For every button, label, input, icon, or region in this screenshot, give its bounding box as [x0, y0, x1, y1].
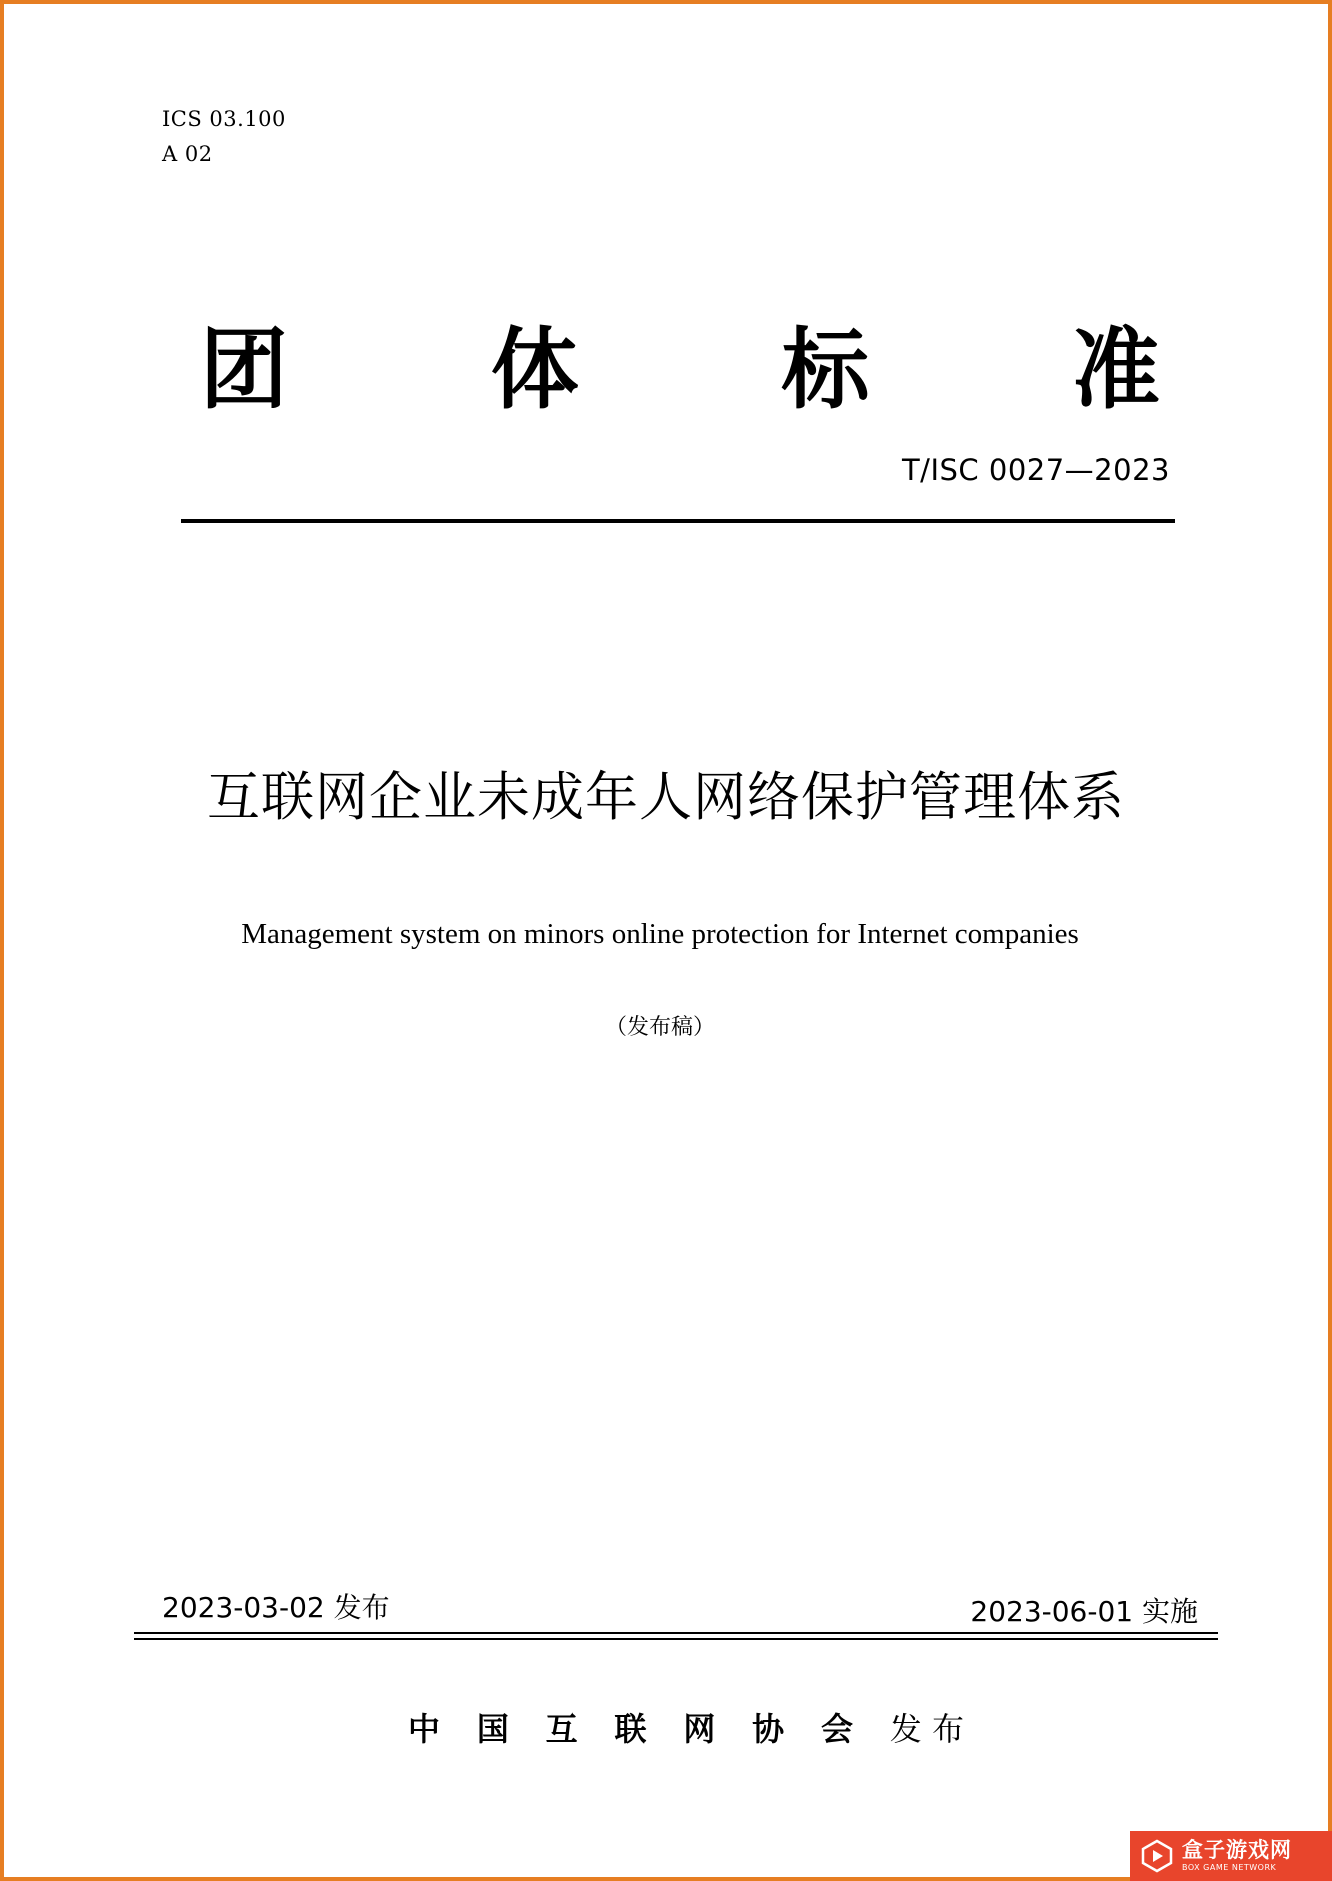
publisher-char: 联: [614, 1710, 647, 1748]
document-title-chinese: 互联网企业未成年人网络保护管理体系: [207, 767, 1125, 828]
standard-type-char: 准: [1071, 318, 1160, 421]
standard-type-char: 标: [781, 318, 870, 421]
standard-type-char: 团: [200, 318, 289, 421]
publisher-char: 网: [683, 1710, 716, 1748]
standard-number: T/ISC 0027—2023: [901, 453, 1170, 487]
document-title-english: Management system on minors online protection for Internet companies: [241, 918, 1079, 950]
issue-date: 2023-03-02 发布: [162, 1591, 390, 1624]
watermark-name: 盒子游戏网: [1182, 1838, 1292, 1862]
publisher-char: 中: [408, 1710, 441, 1748]
top-divider: [181, 519, 1175, 523]
publisher-char: 国: [476, 1710, 509, 1748]
standard-type-char: 体: [490, 318, 579, 421]
publisher-suffix: 发 布: [889, 1710, 964, 1748]
ccs-code: A 02: [162, 142, 213, 166]
publisher-line: [408, 1706, 964, 1752]
watermark-badge[interactable]: [1130, 1831, 1332, 1881]
bottom-divider-upper: [134, 1632, 1218, 1634]
implementation-date: 2023-06-01 实施: [970, 1595, 1198, 1628]
ics-code: ICS 03.100: [162, 107, 286, 131]
publisher-char: 协: [752, 1710, 785, 1748]
bottom-divider-lower: [134, 1638, 1218, 1640]
standard-type-heading: [200, 315, 1160, 425]
classification-codes: [162, 102, 286, 172]
play-box-icon: [1140, 1839, 1174, 1873]
publisher-char: 互: [545, 1710, 578, 1748]
watermark-subtitle: BOX GAME NETWORK: [1182, 1863, 1277, 1872]
publisher-char: 会: [820, 1710, 853, 1748]
document-stage: （发布稿）: [604, 1015, 715, 1040]
